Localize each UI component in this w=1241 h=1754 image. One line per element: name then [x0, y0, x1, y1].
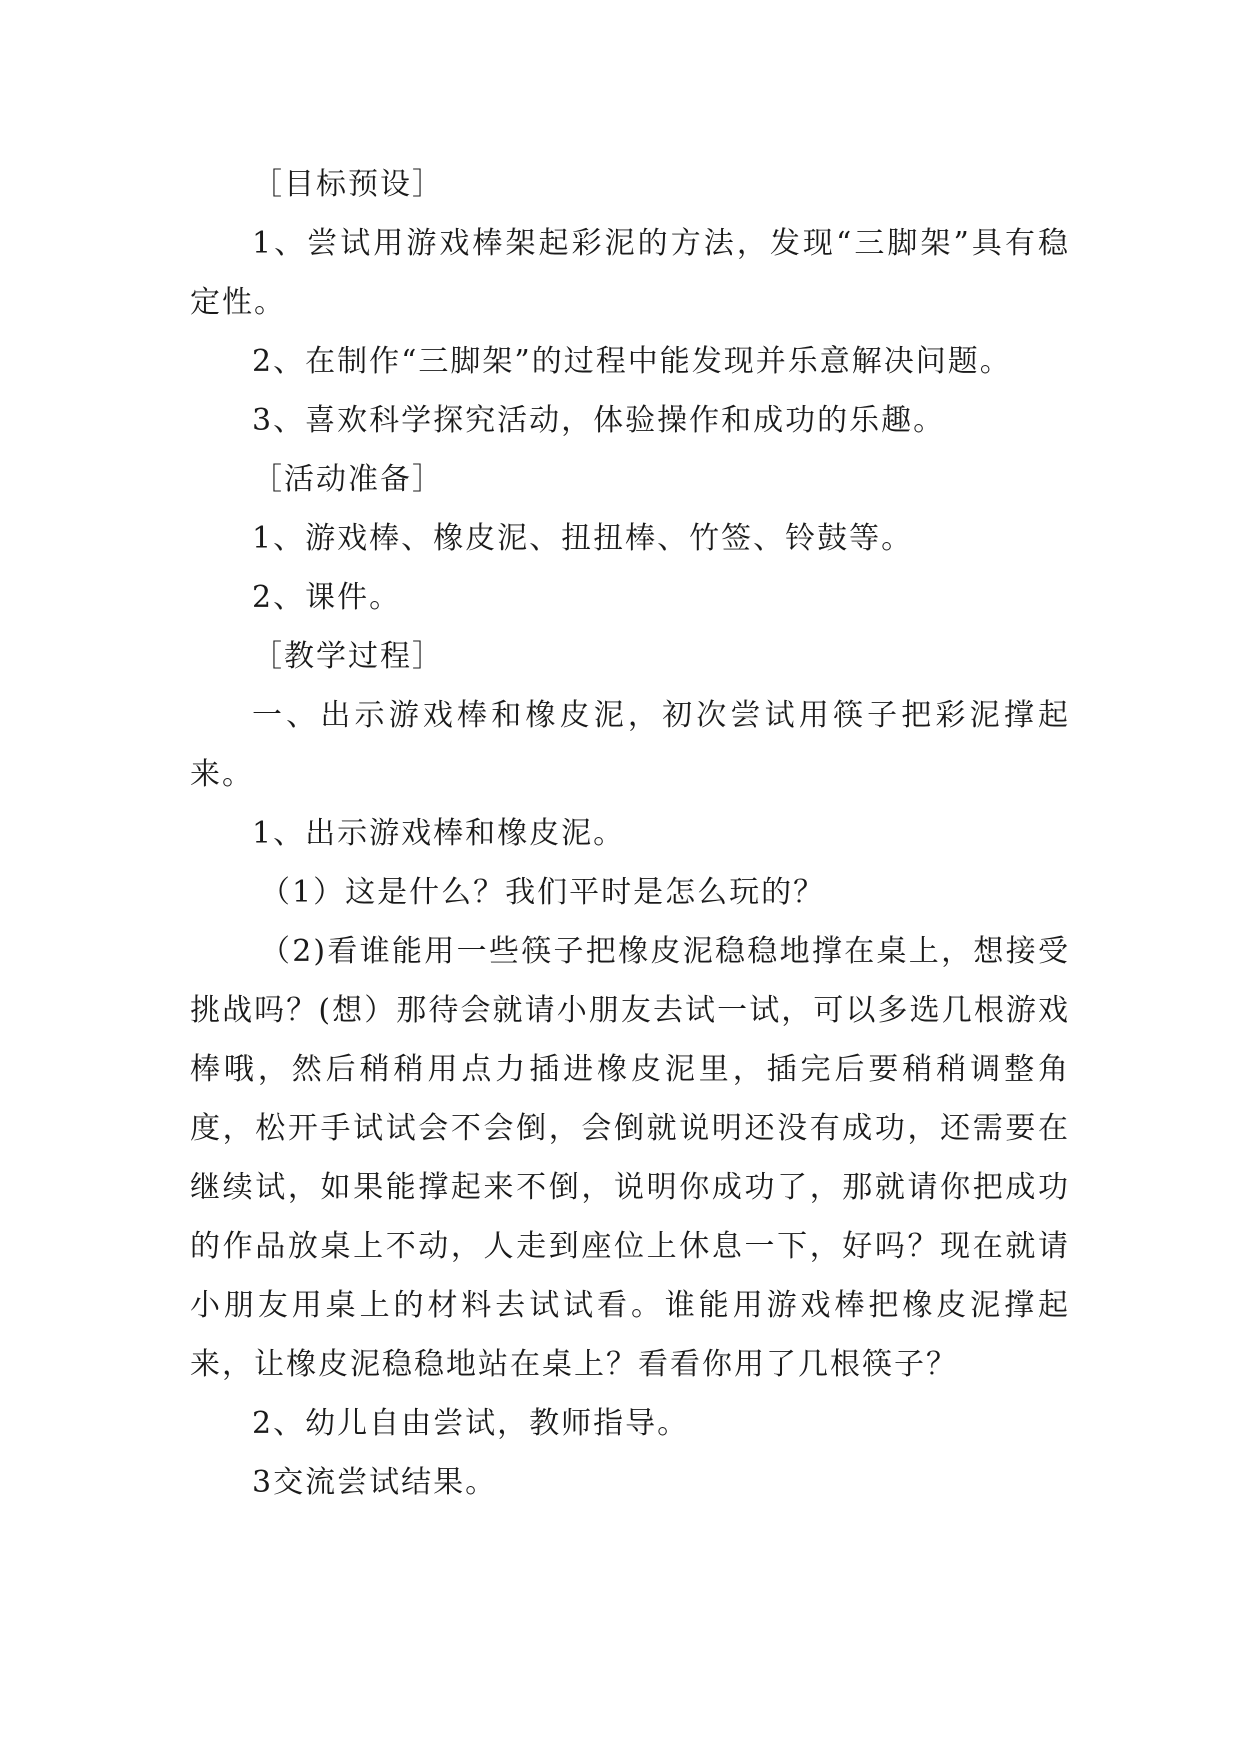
- process-question-1: （1）这是什么？我们平时是怎么玩的？: [260, 875, 826, 910]
- section-heading-process: ［教学过程］: [252, 639, 444, 674]
- process-substep-2: 2、幼儿自由尝试，教师指导。: [252, 1406, 690, 1441]
- preparation-item-1: 1、游戏棒、橡皮泥、扭扭棒、竹签、铃鼓等。: [252, 521, 914, 556]
- goal-item-3: 3、喜欢科学探究活动，体验操作和成功的乐趣。: [252, 403, 946, 438]
- preparation-item-2: 2、课件。: [252, 580, 402, 615]
- section-heading-goals: ［目标预设］: [252, 167, 444, 202]
- goal-item-2: 2、在制作“三脚架”的过程中能发现并乐意解决问题。: [252, 344, 1012, 379]
- document-body: [190, 155, 1070, 1512]
- section-heading-preparation: ［活动准备］: [252, 462, 444, 497]
- goal-item-1: 1、尝试用游戏棒架起彩泥的方法，发现“三脚架”具有稳定性。: [190, 226, 1070, 320]
- process-step-1: 一、出示游戏棒和橡皮泥，初次尝试用筷子把彩泥撑起来。: [190, 698, 1070, 792]
- process-substep-1: 1、出示游戏棒和橡皮泥。: [252, 816, 626, 851]
- process-substep-3: 3交流尝试结果。: [252, 1465, 498, 1500]
- process-question-2: （2)看谁能用一些筷子把橡皮泥稳稳地撑在桌上，想接受挑战吗？(想）那待会就请小朋友去试一试，可以多选几根游戏棒哦，然后稍稍用点力插进橡皮泥里，插完后要稍稍调整角度，松开手试试会不会倒，会倒就说明还没有成功，还需要在继续试，如果能撑起来不倒，说明你成功了，那就请你把成功的作品放桌上不动，人走到座位上休息一下，好吗？现在就请小朋友用桌上的材料去试试看。谁能用游戏棒把橡皮泥撑起来，让橡皮泥稳稳地站在桌上？看看你用了几根筷子？: [190, 934, 1070, 1382]
